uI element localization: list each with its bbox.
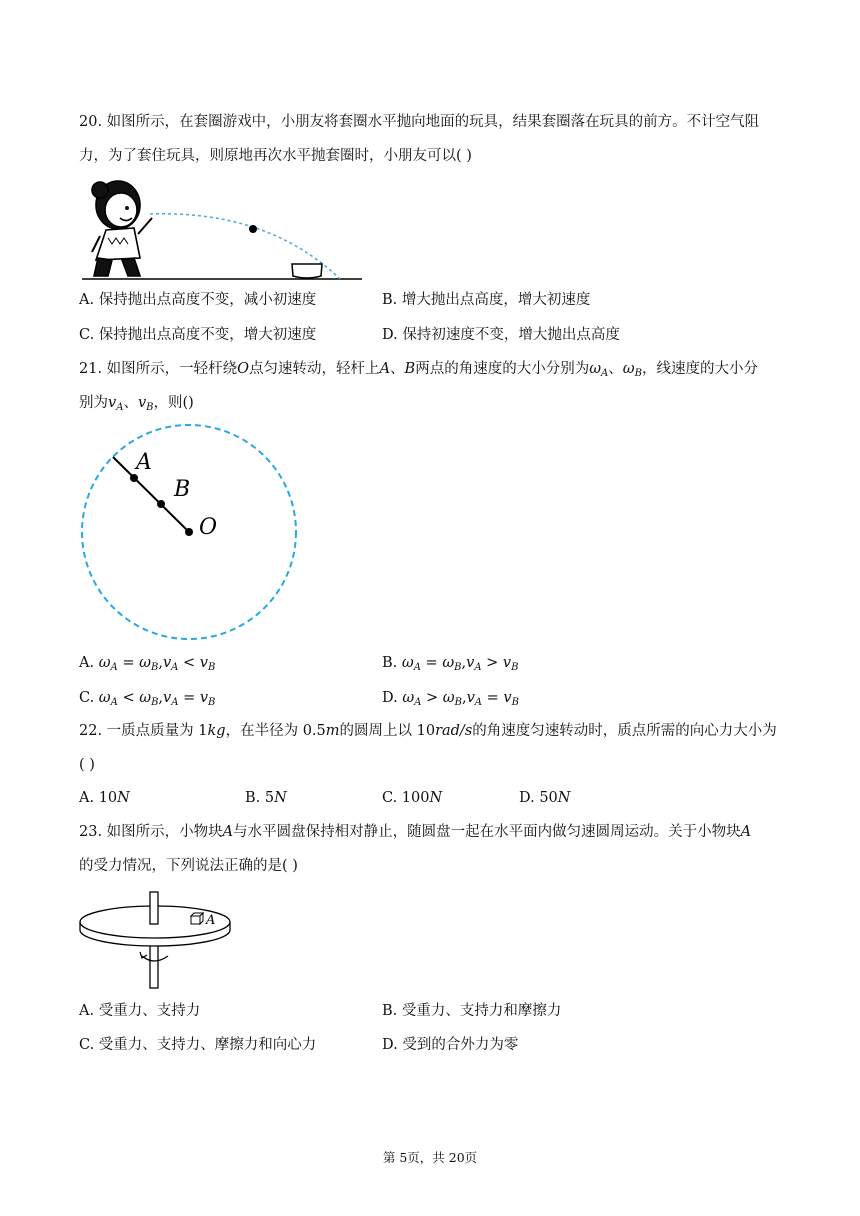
q20-option-c: C. 保持抛出点高度不变，增大初速度 xyxy=(79,327,317,343)
q20-figure xyxy=(78,172,368,284)
q23-option-b: B. 受重力、支持力和摩擦力 xyxy=(382,1003,562,1019)
q20-option-d: D. 保持初速度不变，增大抛出点高度 xyxy=(382,327,620,343)
child-icon xyxy=(92,181,152,276)
q22-stem-line1: 22. 一质点质量为 1kg，在半径为 0.5m的圆周上以 10rad/s的角速度匀速转动时，质点所需的向心力大小为 xyxy=(79,723,777,739)
q21-option-b: B. $\omega_A = \omega_B,v_A > v_B$ xyxy=(382,655,519,673)
q20-stem-line2: 力，为了套住玩具，则原地再次水平抛套圈时，小朋友可以( ) xyxy=(79,148,472,164)
q23-option-a: A. 受重力、支持力 xyxy=(79,1003,201,1019)
q22-option-b: B. 5N xyxy=(245,790,287,806)
point-b xyxy=(157,500,165,508)
page-footer: 第 5页，共 20页 xyxy=(382,1150,478,1165)
q20-stem-line1: 20. 如图所示，在套圈游戏中，小朋友将套圈水平抛向地面的玩具，结果套圈落在玩具的前方。不计空气阻 xyxy=(79,114,760,130)
label-b: B xyxy=(174,477,191,502)
q23-stem-line1: 23. 如图所示，小物块A与水平圆盘保持相对静止，随圆盘一起在水平面内做匀速圆周运动。关于小物块A xyxy=(79,824,752,840)
q22-option-c: C. 100N xyxy=(382,790,443,806)
q20-option-a: A. 保持抛出点高度不变，减小初速度 xyxy=(79,292,317,308)
point-o xyxy=(185,528,193,536)
q23-stem-line2: 的受力情况，下列说法正确的是( ) xyxy=(79,858,298,874)
label-a: A xyxy=(136,450,152,475)
ring-dot xyxy=(249,225,257,233)
q22-option-a: A. 10N xyxy=(79,790,130,806)
point-a xyxy=(130,474,138,482)
label-o: O xyxy=(199,515,218,540)
q21-option-c: C. $\omega_A < \omega_B,v_A = v_B$ xyxy=(79,690,216,708)
q23-option-c: C. 受重力、支持力、摩擦力和向心力 xyxy=(79,1037,317,1053)
q21-option-a: A. $\omega_A = \omega_B,v_A < v_B$ xyxy=(79,655,216,673)
q21-stem-line1: 21. 如图所示，一轻杆绕O点匀速转动，轻杆上A、B两点的角速度的大小分别为$\omega_A$、$\omega_B$，线速度的大小分 xyxy=(79,361,758,379)
q20-option-b: B. 增大抛出点高度，增大初速度 xyxy=(382,292,591,308)
q21-option-d: D. $\omega_A > \omega_B,v_A = v_B$ xyxy=(382,690,519,708)
q23-figure xyxy=(78,886,238,990)
q21-figure xyxy=(78,424,302,642)
q21-stem-line2: 别为$v_A$、$v_B$，则() xyxy=(79,395,194,413)
toy-icon xyxy=(292,264,322,278)
q22-option-d: D. 50N xyxy=(519,790,571,806)
q22-stem-line2: ( ) xyxy=(79,757,95,773)
q23-option-d: D. 受到的合外力为零 xyxy=(382,1037,519,1053)
cube-icon xyxy=(191,913,203,924)
cube-label: A xyxy=(206,913,216,928)
